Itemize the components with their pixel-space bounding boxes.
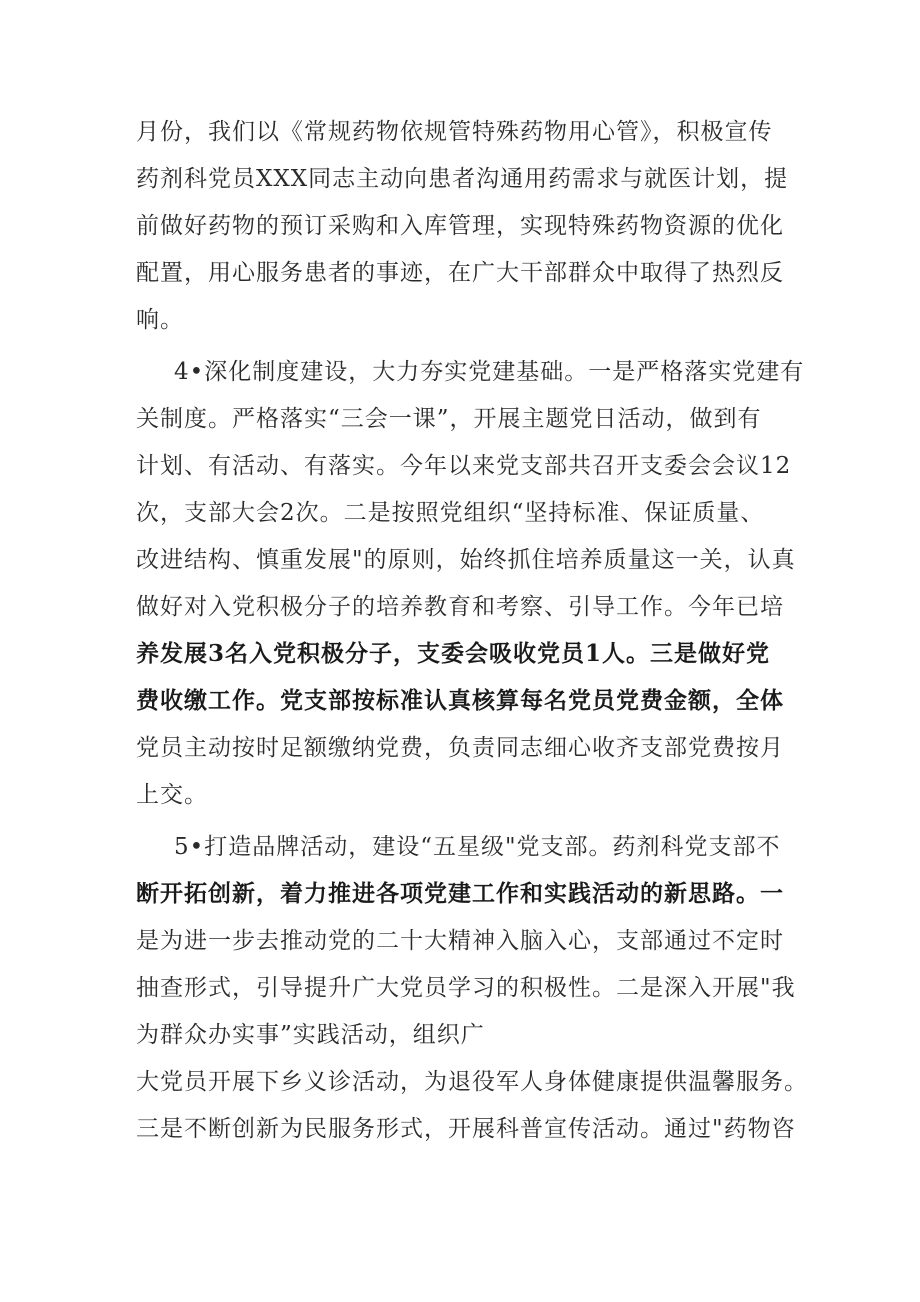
text-line: 月份，我们以《常规药物依规管特殊药物用心管》，积极宣传 <box>136 119 773 145</box>
text-line: 断开拓创新，着力推进各项党建工作和实践活动的新思路。一 <box>136 880 784 907</box>
text-line: 响。 <box>136 307 184 333</box>
paragraph-5-heading-line: 5•打造品牌活动，建设“五星级"党支部。药剂科党支部不 <box>174 834 781 860</box>
text-line: 费收缴工作。党支部按标准认真核算每名党员党费金额，全体 <box>136 687 784 714</box>
text-line: 三是不断创新为民服务形式，开展科普宣传活动。通过"药物咨 <box>136 1116 796 1142</box>
text-line: 做好对入党积极分子的培养教育和考察、引导工作。今年已培 <box>136 594 784 620</box>
text-line: 前做好药物的预订采购和入库管理，实现特殊药物资源的优化 <box>136 213 784 239</box>
paragraph-4-heading-line: 4•深化制度建设，大力夯实党建基础。一是严格落实党建有 <box>174 359 805 385</box>
text-line: 计划、有活动、有落实。今年以来党支部共召开支委会会议12 <box>136 453 792 479</box>
text-line: 抽查形式，引导提升广大党员学习的积极性。二是深入开展"我 <box>136 975 796 1001</box>
text-line: 药剂科党员XXX同志主动向患者沟通用药需求与就医计划，提 <box>136 166 789 192</box>
text-line: 关制度。严格落实“三会一课”，开展主题党日活动，做到有 <box>136 406 762 432</box>
text-line: 上交。 <box>136 782 208 808</box>
text-line: 养发展3名入党积极分子，支委会吸收党员1人。三是做好党 <box>136 640 771 667</box>
text-line: 党员主动按时足额缴纳党费，负责同志细心收齐支部党费按月 <box>136 735 784 761</box>
text-line: 为群众办实事”实践活动，组织广 <box>136 1022 485 1048</box>
text-line: 配置，用心服务患者的事迹，在广大干部群众中取得了热烈反 <box>136 260 784 286</box>
text-line: 次，支部大会2次。二是按照党组织“坚持标准、保证质量、 <box>136 500 765 526</box>
text-line: 改进结构、慎重发展"的原则，始终抓住培养质量这一关，认真 <box>136 547 796 573</box>
text-line: 是为进一步去推动党的二十大精神入脑入心，支部通过不定时 <box>136 928 784 954</box>
text-line: 大党员开展下乡义诊活动，为退役军人身体健康提供温馨服务。 <box>136 1069 808 1095</box>
